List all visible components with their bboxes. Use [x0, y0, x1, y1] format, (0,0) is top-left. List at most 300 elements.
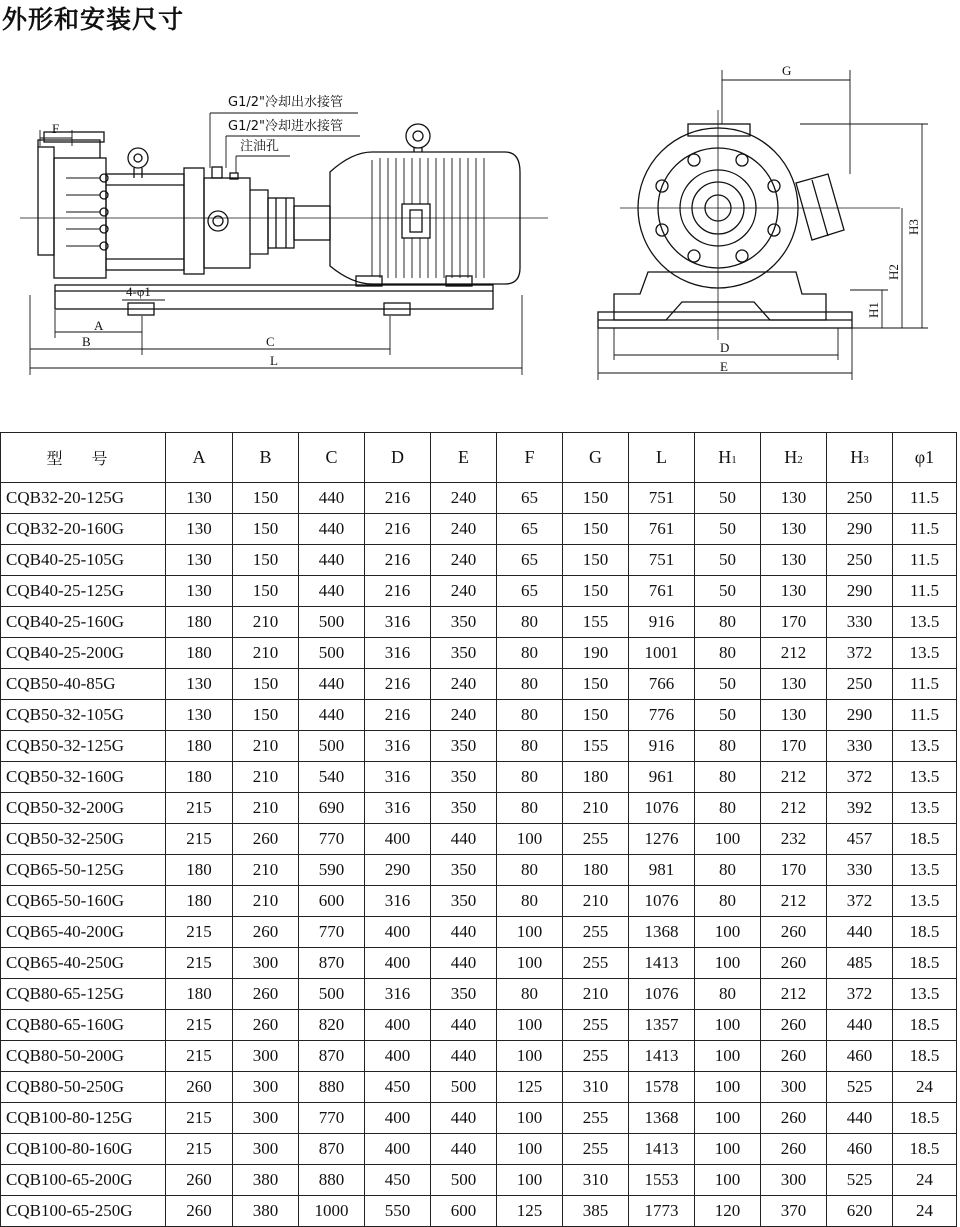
model-cell: CQB32-20-160G	[1, 514, 166, 545]
value-cell: 210	[233, 855, 299, 886]
value-cell: 150	[233, 669, 299, 700]
value-cell: 500	[299, 607, 365, 638]
pump-pedestal	[614, 272, 826, 320]
value-cell: 290	[827, 700, 893, 731]
value-cell: 880	[299, 1165, 365, 1196]
value-cell: 761	[629, 576, 695, 607]
value-cell: 316	[365, 638, 431, 669]
value-cell: 11.5	[893, 545, 957, 576]
model-cell: CQB100-65-250G	[1, 1196, 166, 1227]
value-cell: 400	[365, 1041, 431, 1072]
value-cell: 210	[233, 638, 299, 669]
value-cell: 350	[431, 793, 497, 824]
value-cell: 13.5	[893, 607, 957, 638]
table-row	[1, 638, 957, 669]
value-cell: 215	[166, 1010, 233, 1041]
value-cell: 440	[431, 917, 497, 948]
value-cell: 290	[827, 514, 893, 545]
header-e: E	[431, 433, 497, 483]
value-cell: 100	[497, 917, 563, 948]
value-cell: 255	[563, 1010, 629, 1041]
value-cell: 80	[497, 731, 563, 762]
value-cell: 440	[299, 545, 365, 576]
value-cell: 210	[233, 607, 299, 638]
value-cell: 500	[299, 731, 365, 762]
value-cell: 155	[563, 731, 629, 762]
value-cell: 170	[761, 607, 827, 638]
value-cell: 50	[695, 669, 761, 700]
value-cell: 457	[827, 824, 893, 855]
value-cell: 290	[365, 855, 431, 886]
value-cell: 170	[761, 855, 827, 886]
value-cell: 440	[827, 1103, 893, 1134]
pump-lifting-eye	[128, 148, 148, 168]
value-cell: 770	[299, 917, 365, 948]
value-cell: 385	[563, 1196, 629, 1227]
value-cell: 260	[233, 824, 299, 855]
motor-terminal-box	[402, 204, 430, 238]
value-cell: 240	[431, 545, 497, 576]
value-cell: 18.5	[893, 1134, 957, 1165]
value-cell: 130	[761, 576, 827, 607]
value-cell: 450	[365, 1165, 431, 1196]
value-cell: 150	[563, 483, 629, 514]
model-cell: CQB50-32-250G	[1, 824, 166, 855]
value-cell: 916	[629, 731, 695, 762]
value-cell: 316	[365, 979, 431, 1010]
value-cell: 210	[563, 979, 629, 1010]
value-cell: 1368	[629, 917, 695, 948]
value-cell: 600	[431, 1196, 497, 1227]
value-cell: 13.5	[893, 731, 957, 762]
table-row	[1, 793, 957, 824]
value-cell: 130	[166, 483, 233, 514]
model-cell: CQB50-32-125G	[1, 731, 166, 762]
label-outlet-pipe: G1/2"冷却出水接管	[228, 95, 343, 110]
model-cell: CQB40-25-105G	[1, 545, 166, 576]
value-cell: 80	[695, 638, 761, 669]
value-cell: 250	[827, 483, 893, 514]
value-cell: 1578	[629, 1072, 695, 1103]
value-cell: 460	[827, 1134, 893, 1165]
value-cell: 80	[695, 855, 761, 886]
value-cell: 100	[497, 1041, 563, 1072]
value-cell: 440	[431, 1103, 497, 1134]
table-header-row	[1, 433, 957, 483]
value-cell: 290	[827, 576, 893, 607]
value-cell: 316	[365, 607, 431, 638]
value-cell: 80	[497, 669, 563, 700]
value-cell: 18.5	[893, 1103, 957, 1134]
label-dim-c: C	[266, 334, 275, 349]
value-cell: 260	[233, 917, 299, 948]
value-cell: 50	[695, 700, 761, 731]
value-cell: 80	[497, 607, 563, 638]
value-cell: 130	[166, 669, 233, 700]
value-cell: 1076	[629, 886, 695, 917]
value-cell: 400	[365, 1134, 431, 1165]
value-cell: 18.5	[893, 824, 957, 855]
value-cell: 260	[233, 1010, 299, 1041]
value-cell: 18.5	[893, 1010, 957, 1041]
value-cell: 330	[827, 607, 893, 638]
value-cell: 870	[299, 1041, 365, 1072]
value-cell: 150	[563, 514, 629, 545]
table-row	[1, 1196, 957, 1227]
value-cell: 440	[431, 1134, 497, 1165]
table-row	[1, 1041, 957, 1072]
value-cell: 13.5	[893, 762, 957, 793]
value-cell: 150	[233, 545, 299, 576]
value-cell: 13.5	[893, 793, 957, 824]
value-cell: 300	[761, 1165, 827, 1196]
value-cell: 100	[497, 1103, 563, 1134]
base-plate	[55, 285, 493, 309]
table-row	[1, 824, 957, 855]
value-cell: 80	[695, 731, 761, 762]
value-cell: 1076	[629, 979, 695, 1010]
value-cell: 761	[629, 514, 695, 545]
value-cell: 240	[431, 700, 497, 731]
value-cell: 400	[365, 948, 431, 979]
value-cell: 316	[365, 886, 431, 917]
value-cell: 751	[629, 483, 695, 514]
value-cell: 250	[827, 545, 893, 576]
value-cell: 350	[431, 731, 497, 762]
model-cell: CQB50-40-85G	[1, 669, 166, 700]
value-cell: 550	[365, 1196, 431, 1227]
value-cell: 65	[497, 545, 563, 576]
value-cell: 316	[365, 731, 431, 762]
value-cell: 350	[431, 762, 497, 793]
value-cell: 180	[166, 979, 233, 1010]
value-cell: 300	[761, 1072, 827, 1103]
value-cell: 100	[695, 1041, 761, 1072]
value-cell: 180	[563, 762, 629, 793]
table-row	[1, 1072, 957, 1103]
value-cell: 24	[893, 1196, 957, 1227]
value-cell: 50	[695, 576, 761, 607]
value-cell: 170	[761, 731, 827, 762]
value-cell: 216	[365, 545, 431, 576]
value-cell: 392	[827, 793, 893, 824]
side-view	[20, 113, 548, 375]
value-cell: 100	[497, 824, 563, 855]
value-cell: 981	[629, 855, 695, 886]
value-cell: 100	[497, 1134, 563, 1165]
value-cell: 150	[233, 576, 299, 607]
value-cell: 215	[166, 824, 233, 855]
value-cell: 130	[761, 669, 827, 700]
table-row	[1, 545, 957, 576]
value-cell: 210	[233, 793, 299, 824]
label-dim-h3: H3	[906, 219, 921, 235]
value-cell: 11.5	[893, 576, 957, 607]
value-cell: 80	[497, 762, 563, 793]
value-cell: 870	[299, 948, 365, 979]
label-dim-h1: H1	[866, 302, 881, 318]
table-row	[1, 1010, 957, 1041]
label-dim-f: F	[52, 121, 60, 136]
value-cell: 500	[299, 638, 365, 669]
value-cell: 310	[563, 1165, 629, 1196]
value-cell: 1413	[629, 1041, 695, 1072]
value-cell: 260	[166, 1165, 233, 1196]
value-cell: 216	[365, 669, 431, 700]
cooling-port	[208, 211, 228, 231]
value-cell: 24	[893, 1072, 957, 1103]
header-h2: H2	[761, 433, 827, 483]
value-cell: 11.5	[893, 514, 957, 545]
value-cell: 100	[695, 1072, 761, 1103]
value-cell: 370	[761, 1196, 827, 1227]
value-cell: 820	[299, 1010, 365, 1041]
bracket-flange	[184, 168, 204, 274]
label-dim-g: G	[782, 63, 792, 78]
value-cell: 440	[431, 948, 497, 979]
dimension-table	[0, 432, 957, 1227]
value-cell: 255	[563, 824, 629, 855]
value-cell: 260	[761, 1103, 827, 1134]
header-model: 型 号	[1, 433, 166, 483]
value-cell: 260	[761, 917, 827, 948]
value-cell: 210	[233, 762, 299, 793]
value-cell: 215	[166, 1103, 233, 1134]
value-cell: 350	[431, 979, 497, 1010]
value-cell: 180	[166, 607, 233, 638]
value-cell: 316	[365, 762, 431, 793]
header-phi1: φ1	[893, 433, 957, 483]
value-cell: 215	[166, 917, 233, 948]
value-cell: 316	[365, 793, 431, 824]
header-a: A	[166, 433, 233, 483]
value-cell: 150	[563, 700, 629, 731]
label-inlet-pipe: G1/2"冷却进水接管	[228, 119, 343, 134]
value-cell: 440	[299, 576, 365, 607]
value-cell: 350	[431, 886, 497, 917]
value-cell: 216	[365, 576, 431, 607]
table-row	[1, 731, 957, 762]
header-c: C	[299, 433, 365, 483]
value-cell: 300	[233, 1072, 299, 1103]
model-cell: CQB32-20-125G	[1, 483, 166, 514]
value-cell: 180	[166, 762, 233, 793]
value-cell: 125	[497, 1072, 563, 1103]
value-cell: 372	[827, 979, 893, 1010]
value-cell: 300	[233, 1134, 299, 1165]
value-cell: 100	[695, 1103, 761, 1134]
value-cell: 11.5	[893, 669, 957, 700]
value-cell: 255	[563, 1103, 629, 1134]
value-cell: 300	[233, 1041, 299, 1072]
value-cell: 380	[233, 1196, 299, 1227]
model-cell: CQB40-25-125G	[1, 576, 166, 607]
value-cell: 1773	[629, 1196, 695, 1227]
value-cell: 80	[497, 886, 563, 917]
value-cell: 1413	[629, 1134, 695, 1165]
value-cell: 180	[563, 855, 629, 886]
bearing-bracket	[204, 178, 250, 268]
value-cell: 150	[563, 576, 629, 607]
value-cell: 11.5	[893, 483, 957, 514]
value-cell: 255	[563, 917, 629, 948]
value-cell: 212	[761, 638, 827, 669]
value-cell: 65	[497, 576, 563, 607]
value-cell: 440	[827, 1010, 893, 1041]
value-cell: 240	[431, 669, 497, 700]
value-cell: 450	[365, 1072, 431, 1103]
front-view	[598, 70, 928, 380]
value-cell: 600	[299, 886, 365, 917]
value-cell: 440	[827, 917, 893, 948]
value-cell: 240	[431, 514, 497, 545]
value-cell: 80	[695, 793, 761, 824]
value-cell: 11.5	[893, 700, 957, 731]
value-cell: 690	[299, 793, 365, 824]
table-row	[1, 979, 957, 1010]
header-b: B	[233, 433, 299, 483]
value-cell: 150	[563, 545, 629, 576]
value-cell: 13.5	[893, 979, 957, 1010]
value-cell: 100	[695, 1165, 761, 1196]
model-cell: CQB100-80-160G	[1, 1134, 166, 1165]
value-cell: 18.5	[893, 917, 957, 948]
value-cell: 770	[299, 824, 365, 855]
value-cell: 100	[695, 1010, 761, 1041]
value-cell: 260	[761, 1134, 827, 1165]
pump-inlet-flange	[38, 147, 54, 255]
header-d: D	[365, 433, 431, 483]
model-cell: CQB65-40-200G	[1, 917, 166, 948]
model-cell: CQB65-40-250G	[1, 948, 166, 979]
value-cell: 50	[695, 514, 761, 545]
value-cell: 440	[431, 1010, 497, 1041]
value-cell: 751	[629, 545, 695, 576]
table-row	[1, 514, 957, 545]
label-dim-e: E	[720, 359, 728, 374]
value-cell: 18.5	[893, 1041, 957, 1072]
pump-outline-drawing	[0, 40, 960, 385]
value-cell: 485	[827, 948, 893, 979]
value-cell: 80	[497, 700, 563, 731]
value-cell: 100	[695, 948, 761, 979]
value-cell: 216	[365, 700, 431, 731]
value-cell: 50	[695, 545, 761, 576]
value-cell: 1553	[629, 1165, 695, 1196]
value-cell: 190	[563, 638, 629, 669]
value-cell: 260	[761, 1041, 827, 1072]
value-cell: 400	[365, 1103, 431, 1134]
value-cell: 13.5	[893, 638, 957, 669]
value-cell: 80	[695, 762, 761, 793]
label-dim-d: D	[720, 340, 730, 355]
value-cell: 130	[166, 545, 233, 576]
header-h3: H3	[827, 433, 893, 483]
value-cell: 180	[166, 886, 233, 917]
value-cell: 130	[761, 700, 827, 731]
value-cell: 150	[563, 669, 629, 700]
model-cell: CQB80-50-250G	[1, 1072, 166, 1103]
value-cell: 440	[299, 700, 365, 731]
value-cell: 380	[233, 1165, 299, 1196]
shaft-coupling	[268, 198, 294, 248]
value-cell: 500	[299, 979, 365, 1010]
model-cell: CQB50-32-160G	[1, 762, 166, 793]
value-cell: 260	[761, 948, 827, 979]
value-cell: 210	[563, 793, 629, 824]
value-cell: 215	[166, 1041, 233, 1072]
table-row	[1, 1103, 957, 1134]
value-cell: 125	[497, 1196, 563, 1227]
value-cell: 215	[166, 793, 233, 824]
value-cell: 880	[299, 1072, 365, 1103]
value-cell: 80	[497, 855, 563, 886]
value-cell: 440	[431, 1041, 497, 1072]
label-dim-h2: H2	[886, 264, 901, 280]
value-cell: 400	[365, 824, 431, 855]
value-cell: 210	[233, 886, 299, 917]
table-row	[1, 576, 957, 607]
model-cell: CQB80-65-125G	[1, 979, 166, 1010]
header-l: L	[629, 433, 695, 483]
label-dim-b: B	[82, 334, 91, 349]
value-cell: 776	[629, 700, 695, 731]
value-cell: 216	[365, 514, 431, 545]
value-cell: 372	[827, 638, 893, 669]
value-cell: 180	[166, 731, 233, 762]
value-cell: 440	[299, 669, 365, 700]
value-cell: 350	[431, 638, 497, 669]
value-cell: 1413	[629, 948, 695, 979]
value-cell: 150	[233, 514, 299, 545]
value-cell: 100	[695, 824, 761, 855]
value-cell: 916	[629, 607, 695, 638]
value-cell: 13.5	[893, 886, 957, 917]
value-cell: 80	[695, 979, 761, 1010]
value-cell: 150	[233, 700, 299, 731]
model-cell: CQB65-50-160G	[1, 886, 166, 917]
model-cell: CQB40-25-200G	[1, 638, 166, 669]
value-cell: 961	[629, 762, 695, 793]
page-title: 外形和安装尺寸	[2, 5, 185, 34]
value-cell: 260	[761, 1010, 827, 1041]
table-row	[1, 607, 957, 638]
header-g: G	[563, 433, 629, 483]
model-cell: CQB40-25-160G	[1, 607, 166, 638]
value-cell: 80	[497, 793, 563, 824]
table-row	[1, 948, 957, 979]
value-cell: 350	[431, 607, 497, 638]
label-holes: 4-φ1	[126, 284, 151, 299]
value-cell: 130	[761, 545, 827, 576]
top-outlet	[688, 124, 750, 136]
value-cell: 400	[365, 917, 431, 948]
value-cell: 215	[166, 1134, 233, 1165]
value-cell: 212	[761, 886, 827, 917]
value-cell: 255	[563, 1134, 629, 1165]
value-cell: 590	[299, 855, 365, 886]
value-cell: 50	[695, 483, 761, 514]
value-cell: 372	[827, 762, 893, 793]
value-cell: 460	[827, 1041, 893, 1072]
value-cell: 1076	[629, 793, 695, 824]
value-cell: 525	[827, 1072, 893, 1103]
value-cell: 130	[166, 700, 233, 731]
table-row	[1, 700, 957, 731]
value-cell: 80	[695, 607, 761, 638]
value-cell: 100	[695, 917, 761, 948]
table-row	[1, 483, 957, 514]
